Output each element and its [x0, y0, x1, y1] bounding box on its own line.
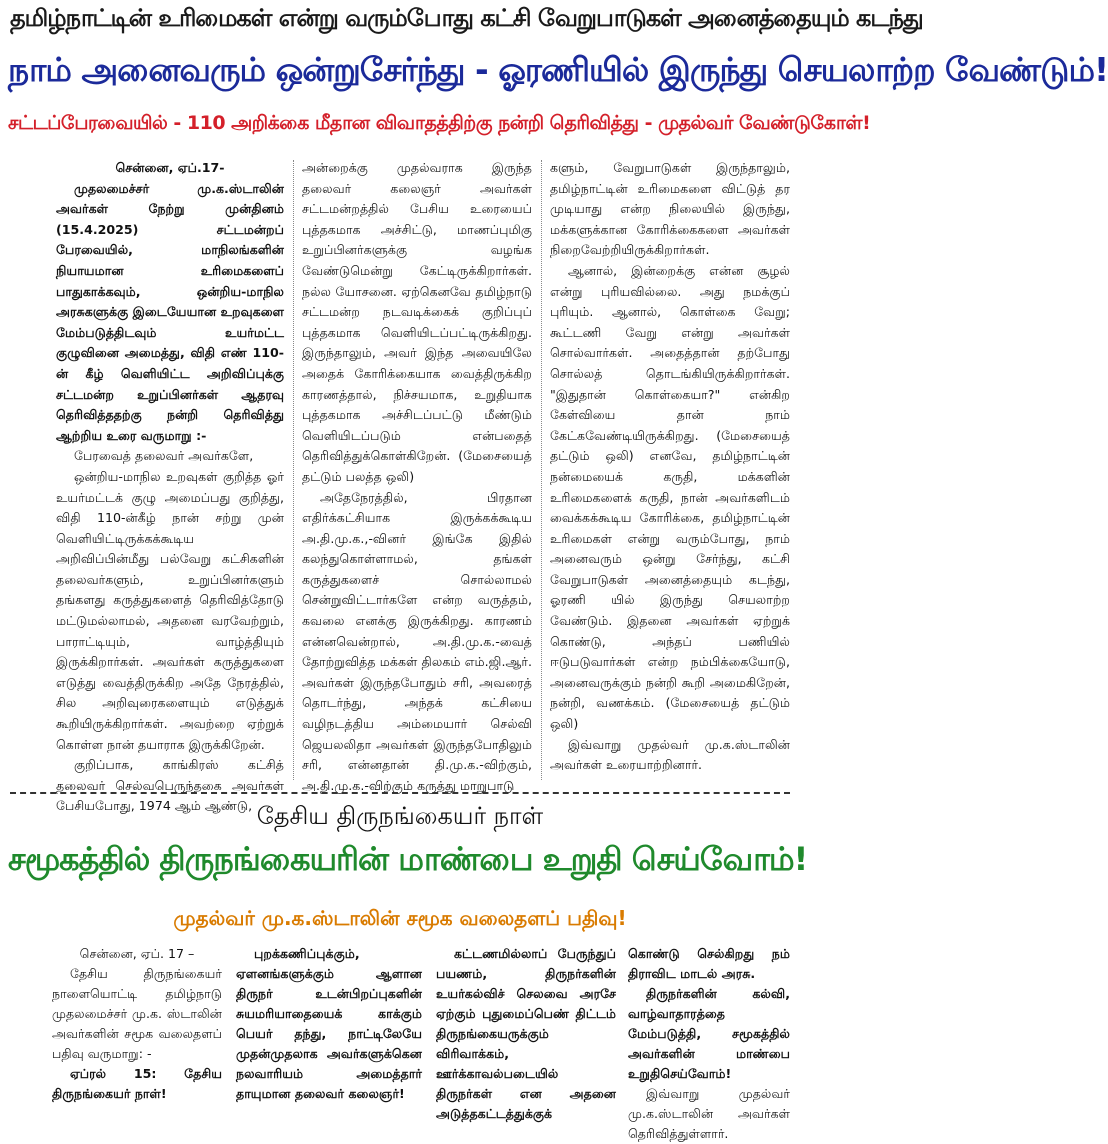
- article2-subhead: முதல்வர் மு.க.ஸ்டாலின் சமூக வலைதளப் பதிவு!: [173, 906, 627, 930]
- article2-column-4: [628, 944, 790, 1141]
- article1-paragraph: ஒன்றிய-மாநில உறவுகள் குறித்த ஓர் உயர்மட்டக் குழு அமைப்பது குறித்து, விதி 110-ன்கீழ் நான் சற்று முன் வெளியிட்டிருக்கக்கூடிய அறிவிப்பின்மீது பல்வேறு கட்சிகளின் தலைவர்களும், உறுப்பினர்களும் தங்களது கருத்துகளைத் தெரிவித்தோடு மட்டுமல்லாமல், அதனை வரவேற்றும், பாராட்டியும், வாழ்த்தியும் இருக்கிறார்கள். அவர்கள் கருத்துகளை எடுத்து வைத்திருக்கிற அதே நேரத்தில், சில அறிவுரைகளையும் எடுத்துக் கூறியிருக்கிறார்கள். அவற்றை ஏற்றுக் கொள்ள நான் தயாராக இருக்கிறேன்.: [56, 468, 284, 752]
- article1-paragraph: இவ்வாறு முதல்வர் மு.க.ஸ்டாலின் அவர்கள் உரையாற்றினார்.: [550, 736, 790, 773]
- article1-paragraph: அன்றைக்கு முதல்வராக இருந்த தலைவர் கலைஞர் அவர்கள் சட்டமன்றத்தில் பேசிய உரையைப் புத்தகமாக அச்சிட்டு, மாணப்புமிகு உறுப்பினர்களுக்கு வழங்க வேண்டுமென்று கேட்டிருக்கிறார்கள். நல்ல யோசனை. ஏற்கெனவே தமிழ்நாடு சட்டமன்ற நடவடிக்கைக் குறிப்புப் புத்தகமாக வெளியிடப்பட்டிருக்கிறது. இருந்தாலும், அவர் இந்த அவையிலே அதைக் கோரிக்கையாக வைத்திருக்கிற காரணத்தால், நிச்சயமாக, உறுதியாக புத்தகமாக அச்சிடப்பட்டு மீண்டும் வெளியிடப்படும் என்பதைத் தெரிவித்துக்கொள்கிறேன். (மேசையைத் தட்டும் பலத்த ஒலி): [302, 160, 532, 484]
- article1-headline: நாம் அனைவரும் ஒன்றுசேர்ந்து - ஓரணியில் இருந்து செயலாற்ற வேண்டும்!: [8, 50, 1108, 89]
- article2-paragraph: கட்டணமில்லாப் பேருந்துப் பயணம், திருநர்களின் உயர்கல்விச் செலவை அரசே ஏற்கும் புதுமைப்பெண் திட்டம் திருநங்கையருக்கும் விரிவாக்கம், ஊர்க்காவல்படையில் திருநர்கள் என அதனை அடுத்தகட்டத்துக்குக்: [436, 946, 616, 1121]
- article1-lead-paragraph: முதலமைச்சர் மு.க.ஸ்டாலின் அவர்கள் நேற்று முன்தினம் (15.4.2025) சட்டமன்றப் பேரவையில், மாநிலங்களின் நியாயமான உரிமைகளைப் பாதுகாக்கவும், ஒன்றிய-மாநில அரசுகளுக்கு இடையேயான உறவுகளை மேம்படுத்திடவும் உயர்மட்ட குழுவினை அமைத்து, விதி எண் 110-ன் கீழ் வெளியிட்ட அறிவிப்புக்கு சட்டமன்ற உறுப்பினர்கள் ஆதரவு தெரிவித்ததற்கு நன்றி தெரிவித்து ஆற்றிய உரை வருமாறு :-: [56, 180, 284, 443]
- article2-paragraph: இவ்வாறு முதல்வர் மு.க.ஸ்டாலின் அவர்கள் தெரிவித்துள்ளார்.: [628, 1086, 790, 1141]
- article2-column-2: [236, 944, 422, 1116]
- article2-column-1: [52, 944, 222, 1116]
- section-divider: [10, 792, 790, 794]
- column-rule: [293, 160, 294, 780]
- article1-column-1: [56, 158, 284, 814]
- article1-paragraph: குறிப்பாக, காங்கிரஸ் கட்சித் தலைவர் செல்வபெருந்தகை அவர்கள் பேசியபோது, 1974 ஆம் ஆண்டு,: [56, 757, 284, 814]
- article2-headline: சமூகத்தில் திருநங்கையரின் மாண்பை உறுதி செய்வோம்!: [8, 840, 808, 878]
- article2-paragraph: கொண்டு செல்கிறது நம் திராவிட மாடல் அரசு.: [628, 946, 790, 981]
- article2-paragraph-bold: ஏப்ரல் 15: தேசிய திருநங்கையர் நாள்!: [52, 1066, 222, 1101]
- article1-paragraph: அதேநேரத்தில், பிரதான எதிர்க்கட்சியாக இருக்கக்கூடிய அ.தி.மு.க.,-வினர் இங்கே இதில் கலந்துகொள்ளாமல், தங்கள் கருத்துகளைச் சொல்லாமல் சென்றுவிட்டார்களே என்ற வருத்தம், கவலை எனக்கு இருக்கிறது. காரணம் என்னவென்றால், அ.தி.மு.க.-வைத் தோற்றுவித்த மக்கள் திலகம் எம்.ஜி.ஆர். அவர்கள் இருந்தபோதும் சரி, அவரைத் தொடர்ந்து, அந்தக் கட்சியை வழிநடத்திய அம்மையார் செல்வி ஜெயலலிதா அவர்கள் இருந்தபோதிலும் சரி, என்னதான் தி.மு.க.-விற்கும், அ.தி.மு.க.-விற்கும் கருத்து மாறுபாடு: [302, 489, 532, 793]
- article1-paragraph: களும், வேறுபாடுகள் இருந்தாலும், தமிழ்நாட்டின் உரிமைகளை விட்டுத் தர முடியாது என்ற நிலையில் இருந்து, மக்களுக்கான கோரிக்கைகளை அவர்கள் நிறைவேற்றியிருக்கிறார்கள்.: [550, 160, 790, 258]
- article1-subhead: சட்டப்பேரவையில் - 110 அறிக்கை மீதான விவாதத்திற்கு நன்றி தெரிவித்து - முதல்வர் வேண்டுகோள்!: [8, 112, 871, 134]
- article1-paragraph: ஆனால், இன்றைக்கு என்ன சூழல் என்று புரியவில்லை. அது நமக்குப் புரியும். ஆனால், கொள்கை வேறு; கூட்டணி வேறு என்று அவர்கள் சொல்வார்கள். அதைத்தான் தற்போது சொல்லத் தொடங்கியிருக்கிறார்கள். "இதுதான் கொள்கையா?" என்கிற கேள்வியை தான் நாம் கேட்கவேண்டியிருக்கிறது. (மேசையைத் தட்டும் ஒலி) எனவே, தமிழ்நாட்டின் நன்மையைக் கருதி, மக்களின் உரிமைகளைக் கருதி, நான் அவர்களிடம் வைக்கக்கூடிய கோரிக்கை, தமிழ்நாட்டின் உரிமைகள் என்று வரும்போது, நாம் அனைவரும் ஒன்று சேர்ந்து, கட்சி வேறுபாடுகள் அனைத்தையும் கடந்து, ஓரணி யில் இருந்து செயலாற்ற வேண்டும். இதனை அவர்கள் ஏற்றுக் கொண்டு, அந்தப் பணியில் ஈடுபடுவார்கள் என்ற நம்பிக்கையோடு, அனைவருக்கும் நன்றி கூறி அமைகிறேன், நன்றி, வணக்கம். (மேசையைத் தட்டும் ஒலி): [550, 262, 790, 732]
- article1-paragraph: பேரவைத் தலைவர் அவர்களே,: [74, 448, 254, 464]
- article2-dateline: சென்னை, ஏப். 17 –: [79, 946, 195, 961]
- column-rule: [541, 160, 542, 780]
- article2-paragraph: தேசிய திருநங்கையர் நாளையொட்டி தமிழ்நாடு முதலமைச்சர் மு.க. ஸ்டாலின் அவர்களின் சமூக வலைதளப் பதிவு வருமாறு: -: [52, 966, 222, 1061]
- article1-dateline: சென்னை, ஏப்.17-: [115, 160, 225, 175]
- article2-paragraph: திருநர்களின் கல்வி, வாழ்வாதாரத்தை மேம்படுத்தி, சமூகத்தில் அவர்களின் மாண்பை உறுதிசெய்வோம்!: [628, 986, 790, 1081]
- article1-column-3: [550, 158, 790, 778]
- article1-kicker: தமிழ்நாட்டின் உரிமைகள் என்று வரும்போது கட்சி வேறுபாடுகள் அனைத்தையும் கடந்து: [10, 4, 923, 32]
- article2-paragraph: புறக்கணிப்புக்கும், ஏளனங்களுக்கும் ஆளான திருநர் உடன்பிறப்புகளின் சுயமரியாதையைக் காக்கும் பெயர் தந்து, நாட்டிலேயே முதன்முதலாக அவர்களுக்கென நலவாரியம் அமைத்தார் தாயுமான தலைவர் கலைஞர்!: [236, 946, 422, 1101]
- article2-column-3: [436, 944, 616, 1121]
- article1-column-2: [302, 158, 532, 793]
- article2-kicker: தேசிய திருநங்கையர் நாள்: [256, 802, 544, 830]
